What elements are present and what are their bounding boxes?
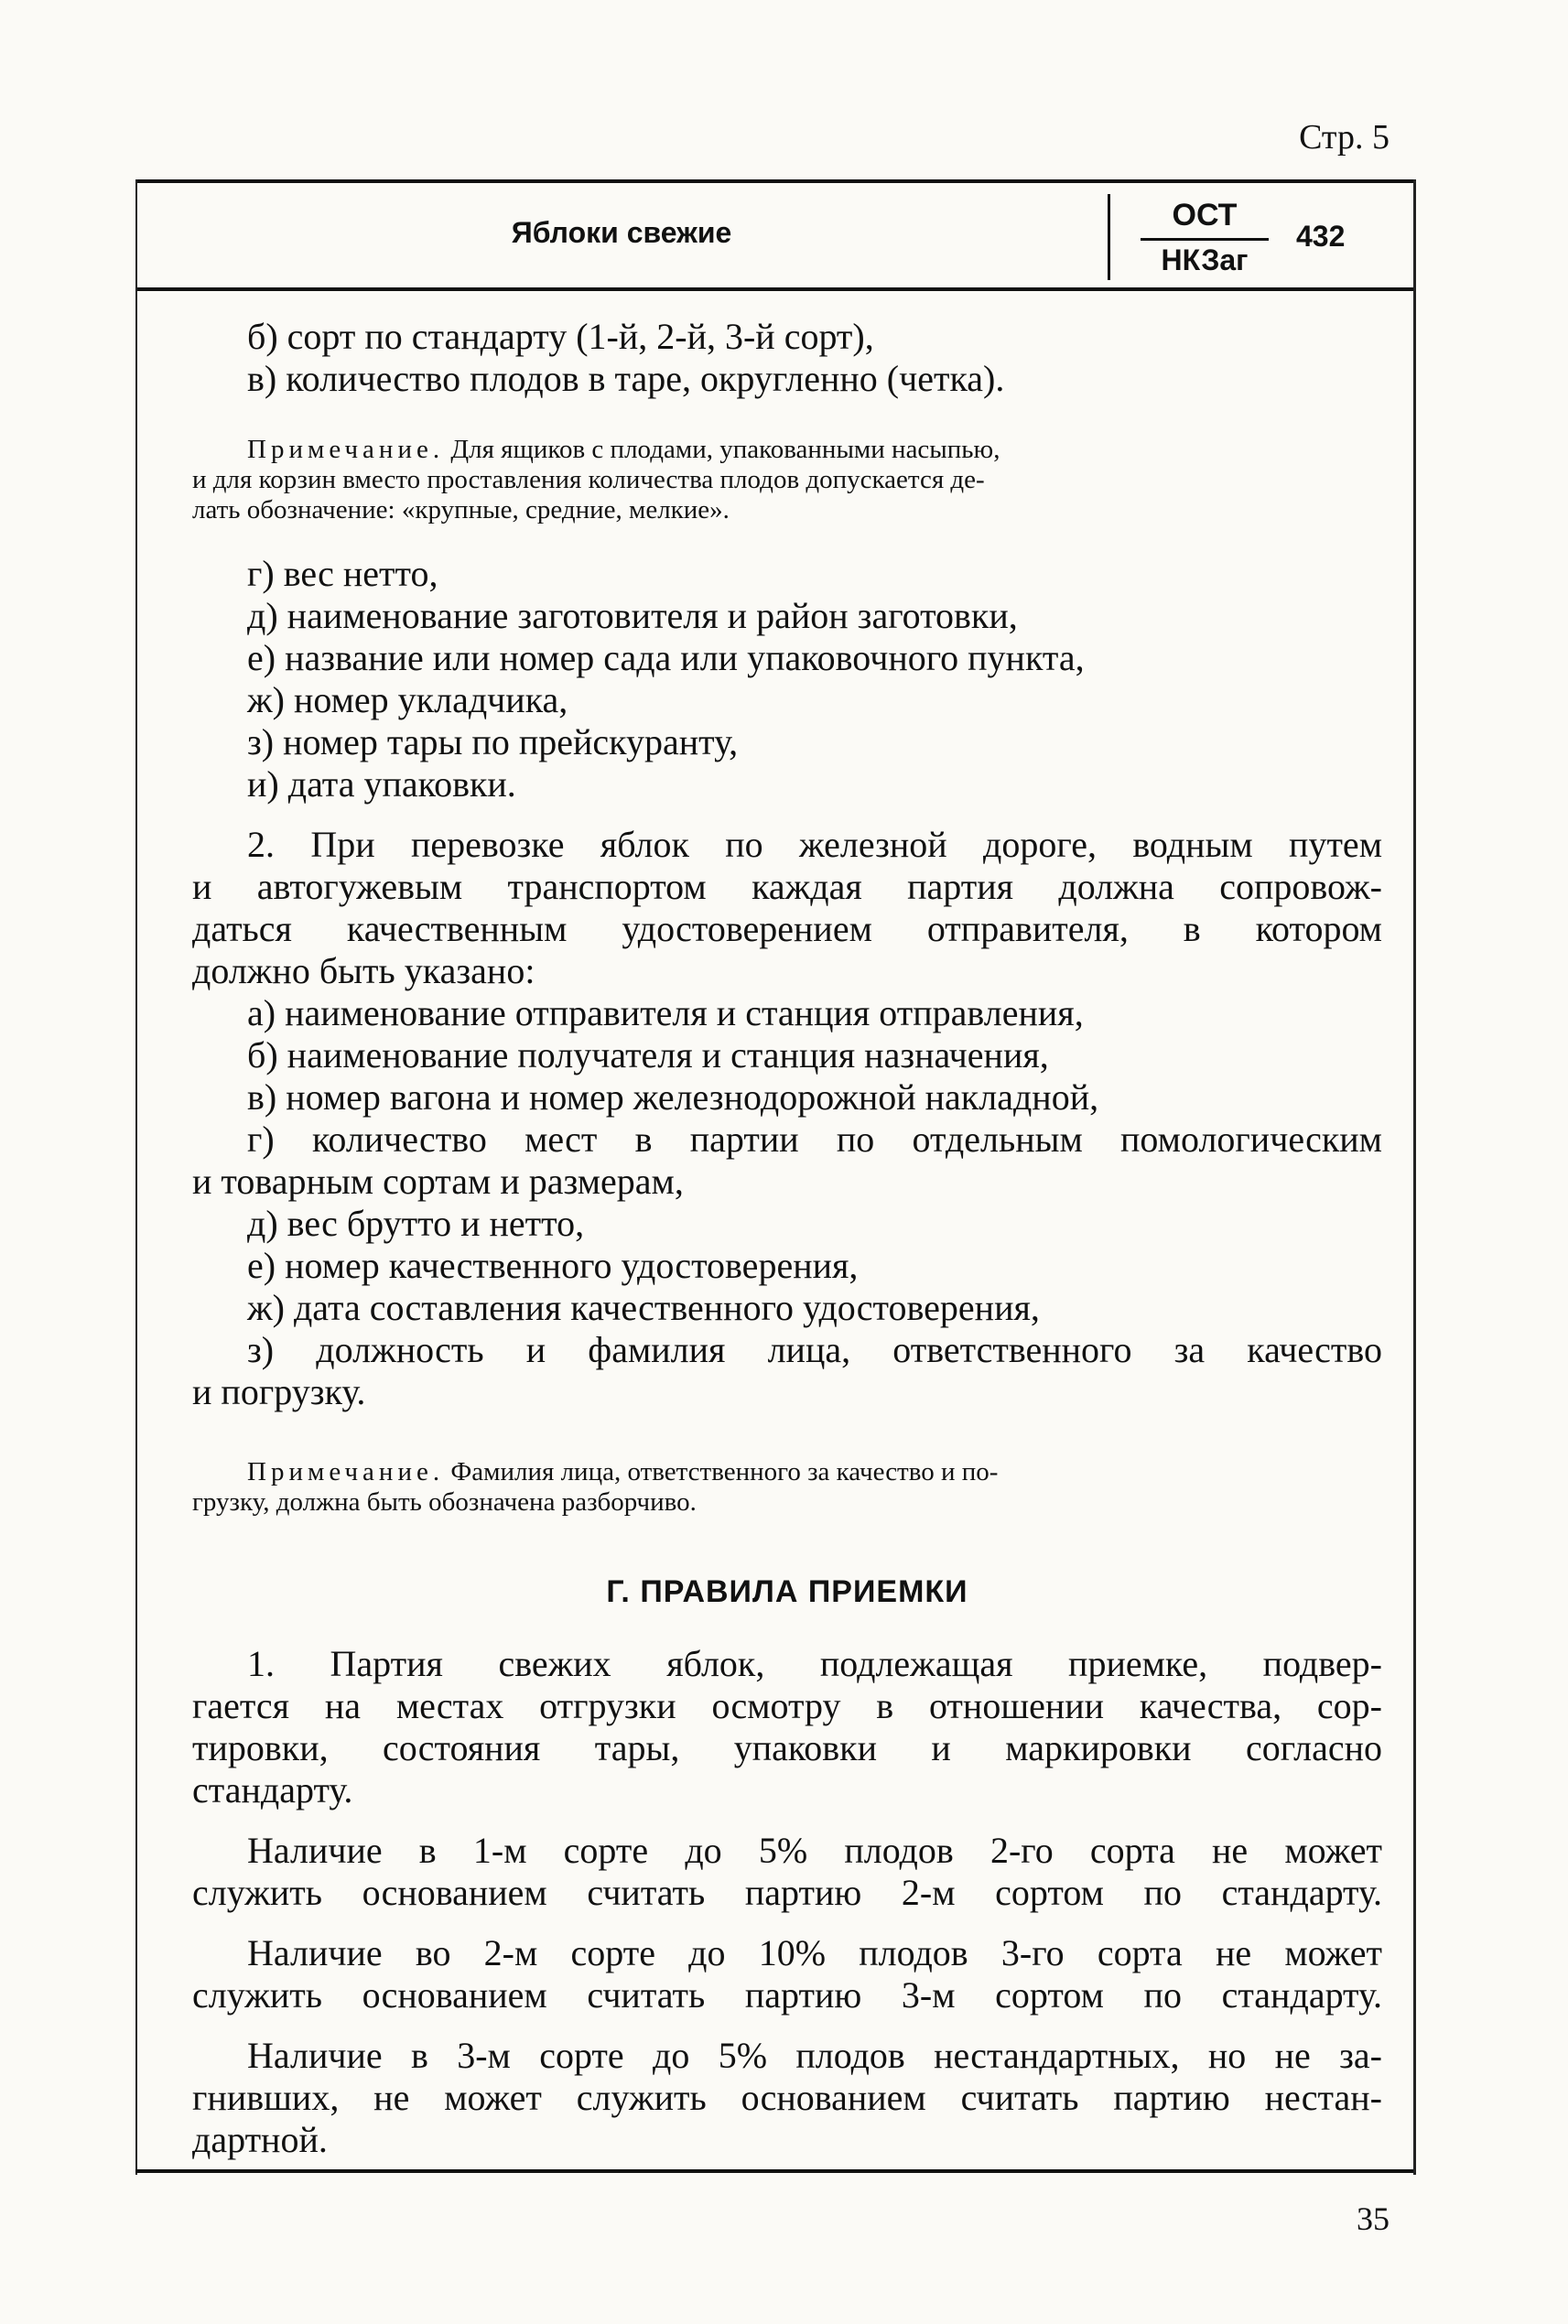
- list-item: г) количество мест в партии по отдельным помологическим: [247, 1119, 1382, 1160]
- list-item: и погрузку.: [192, 1371, 366, 1412]
- paragraph-line: служить основанием считать партию 2-м сортом по стандарту.: [192, 1872, 1382, 1913]
- paragraph-line: служить основанием считать партию 3-м сортом по стандарту.: [192, 1974, 1382, 2016]
- paragraph-line: 2. При перевозке яблок по железной дороге, водным путем: [247, 824, 1382, 865]
- list-item: е) номер качественного удостоверения,: [247, 1245, 859, 1286]
- list-item: в) номер вагона и номер железнодорожной накладной,: [247, 1076, 1099, 1118]
- page-label: Стр. 5: [1299, 118, 1390, 157]
- list-item: б) наименование получателя и станция назначения,: [247, 1034, 1049, 1076]
- standard-code: [1141, 196, 1433, 278]
- code-numerator: ОСТ: [1172, 198, 1238, 232]
- paragraph-line: 1. Партия свежих яблок, подлежащая приемке, подвер-: [247, 1643, 1382, 1684]
- note-text: Фамилия лица, ответственного за качество и по-: [444, 1457, 999, 1486]
- page-body: [192, 316, 1382, 2161]
- frame-left-border: [135, 179, 137, 2175]
- paragraph-line: должно быть указано:: [192, 950, 535, 991]
- bottom-rule: [135, 2169, 1413, 2173]
- paragraph-line: гнивших, не может служить основанием считать партию нестан-: [192, 2077, 1382, 2118]
- header-title: Яблоки свежие: [511, 216, 732, 249]
- list-items-g-i: [192, 553, 1382, 805]
- paragraph-line: тировки, состояния тары, упаковки и маркировки согласно: [192, 1727, 1382, 1768]
- list-item: д) вес брутто и нетто,: [247, 1203, 585, 1244]
- paragraph-g4: [192, 2035, 1382, 2161]
- list-item: ж) дата составления качественного удостоверения,: [247, 1287, 1040, 1328]
- paragraph-line: дартной.: [192, 2119, 328, 2160]
- note-text: Для ящиков с плодами, упакованными насыпью,: [444, 435, 1000, 464]
- note-label: Примечание.: [247, 1457, 445, 1486]
- list-item: в) количество плодов в таре, округленно (четка).: [247, 358, 1005, 399]
- paragraph-line: Наличие в 3-м сорте до 5% плодов нестандартных, но не за-: [247, 2035, 1382, 2076]
- list-item: г) вес нетто,: [247, 553, 438, 594]
- paragraph-line: Наличие в 1-м сорте до 5% плодов 2-го сорта не может: [247, 1830, 1382, 1871]
- list-2: [192, 992, 1382, 1413]
- note-text: и для корзин вместо проставления количества плодов допускается де-: [192, 465, 985, 494]
- code-denominator: НКЗаг: [1161, 243, 1249, 276]
- list-item: з) должность и фамилия лица, ответственного за качество: [247, 1329, 1382, 1370]
- paragraph-line: Наличие во 2-м сорте до 10% плодов 3-го сорта не может: [247, 1932, 1382, 1973]
- code-number: 432: [1296, 220, 1346, 253]
- paragraph-g2: [192, 1830, 1382, 1914]
- note-label: Примечание.: [247, 435, 445, 464]
- header-divider: [1108, 194, 1110, 280]
- paragraph-g3: [192, 1932, 1382, 2016]
- paragraph-line: и автогужевым транспортом каждая партия должна сопровож-: [192, 866, 1382, 907]
- list-item: б) сорт по стандарту (1-й, 2-й, 3-й сорт),: [247, 316, 874, 357]
- paragraph-line: гается на местах отгрузки осмотру в отношении качества, сор-: [192, 1685, 1382, 1726]
- list-item: з) номер тары по прейскуранту,: [247, 721, 739, 762]
- paragraph-line: стандарту.: [192, 1769, 353, 1811]
- frame-right-border: [1413, 179, 1416, 2175]
- note-text: лать обозначение: «крупные, средние, мелкие».: [192, 495, 730, 524]
- note-1: [192, 435, 1382, 525]
- document-header: [135, 179, 1413, 291]
- page-number: 35: [1357, 2200, 1390, 2237]
- fraction-bar: [1141, 238, 1269, 241]
- list-item: е) название или номер сада или упаковочного пункта,: [247, 637, 1085, 678]
- paragraph-g1: [192, 1643, 1382, 1811]
- section-heading: Г. ПРАВИЛА ПРИЕМКИ: [606, 1574, 968, 1609]
- list-item: а) наименование отправителя и станция отправления,: [247, 992, 1084, 1033]
- paragraph-2: [192, 824, 1382, 992]
- list-item: и товарным сортам и размерам,: [192, 1161, 684, 1202]
- list-items-b-v: [192, 316, 1382, 400]
- paragraph-line: даться качественным удостоверением отправителя, в котором: [192, 908, 1382, 949]
- list-item: д) наименование заготовителя и район заготовки,: [247, 595, 1018, 636]
- list-item: ж) номер укладчика,: [247, 679, 568, 720]
- note-2: [192, 1457, 1382, 1518]
- note-text: грузку, должна быть обозначена разборчиво.: [192, 1487, 697, 1517]
- list-item: и) дата упаковки.: [247, 763, 516, 805]
